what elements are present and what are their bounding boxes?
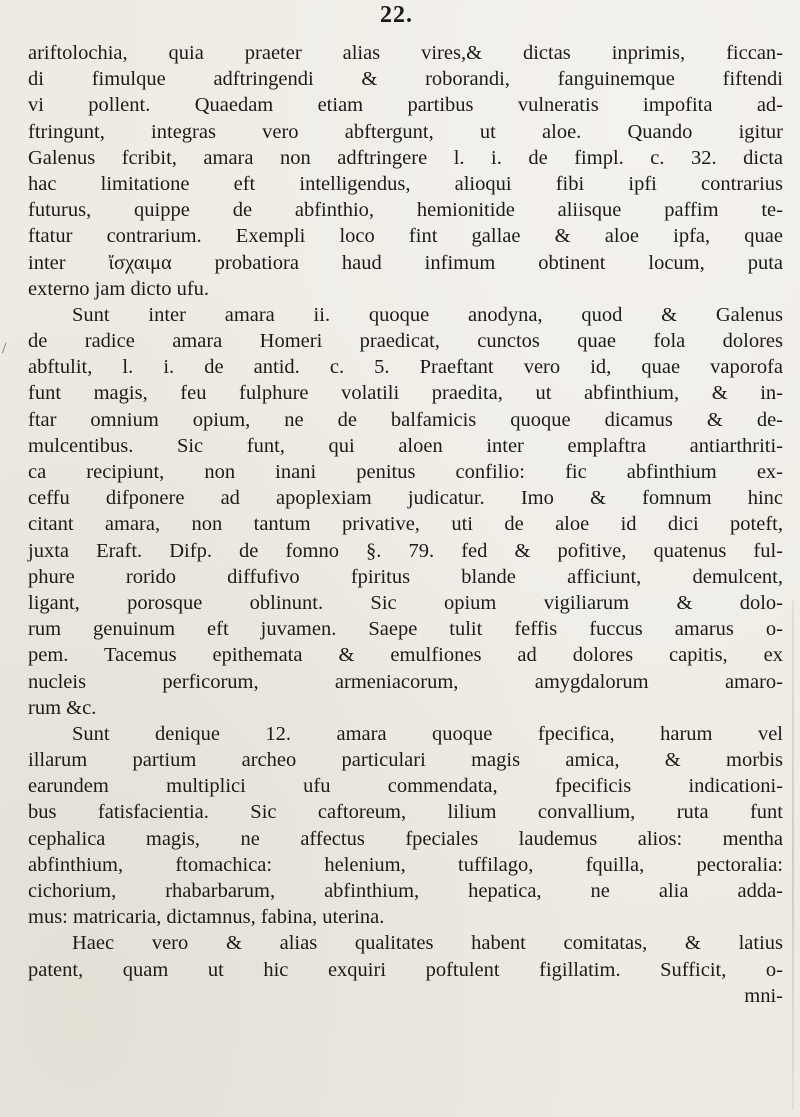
text-line: ftringunt, integras vero abftergunt, ut aloe. Quando igitur: [28, 120, 783, 143]
text-line: ceffu difponere ad apoplexiam judicatur. Imo & fomnum hinc: [28, 487, 783, 510]
page-edge-shadow: [792, 600, 794, 1110]
text-line: hac limitatione eft intelligendus, alioqui fibi ipfi contrarius: [28, 172, 783, 195]
text-line: cephalica magis, ne affectus fpeciales laudemus alios: mentha: [28, 827, 783, 850]
text-line: ftar omnium opium, ne de balfamicis quoque dicamus & de-: [28, 408, 783, 431]
text-line: Sunt denique 12. amara quoque fpecifica, harum vel: [72, 722, 783, 745]
text-line: funt magis, feu fulphure volatili praedita, ut abfinthium, & in-: [28, 382, 783, 405]
text-line: ca recipiunt, non inani penitus confilio: fic abfinthium ex-: [28, 461, 783, 483]
text-line: ftatur contrarium. Exempli loco fint gallae & aloe ipfa, quae: [28, 225, 783, 248]
text-line: Sunt inter amara ii. quoque anodyna, quod & Galenus: [72, 303, 783, 326]
text-line: illarum partium archeo particulari magis amica, & morbis: [28, 749, 783, 772]
text-line: abfinthium, ftomachica: helenium, tuffilago, fquilla, pectoralia:: [28, 853, 783, 876]
margin-mark: /: [2, 340, 7, 357]
text-line: rum genuinum eft juvamen. Saepe tulit feffis fuccus amarus o-: [28, 618, 783, 641]
text-line: mulcentibus. Sic funt, qui aloen inter emplaftra antiarthriti-: [28, 434, 783, 457]
text-line: vi pollent. Quaedam etiam partibus vulneratis impofita ad-: [28, 94, 783, 117]
text-line: citant amara, non tantum privative, uti de aloe id dici poteft,: [28, 513, 783, 536]
text-line: Galenus fcribit, amara non adftringere l. i. de fimpl. c. 32. dicta: [28, 146, 783, 169]
text-line: inter ἴσχαιμα probatiora haud infimum obtinent locum, puta: [28, 251, 783, 274]
text-line: juxta Eraft. Difp. de fomno §. 79. fed & pofitive, quatenus ful-: [28, 539, 783, 562]
page-number: 22.: [380, 2, 413, 28]
text-line: nucleis perficorum, armeniacorum, amygdalorum amaro-: [28, 670, 783, 693]
body-text: [28, 40, 783, 1009]
text-line: bus fatisfacientia. Sic caftoreum, lilium convallium, ruta funt: [28, 801, 783, 824]
text-line: ariftolochia, quia praeter alias vires,& dictas inprimis, ficcan-: [28, 42, 783, 64]
text-line: de radice amara Homeri praedicat, cunctos quae fola dolores: [28, 330, 783, 353]
text-line: cichorium, rhabarbarum, abfinthium, hepatica, ne alia adda-: [28, 880, 783, 902]
text-line: pem. Tacemus epithemata & emulfiones ad dolores capitis, ex: [28, 644, 783, 667]
text-line: earundem multiplici ufu commendata, fpecificis indicationi-: [28, 775, 783, 798]
text-line: externo jam dicto ufu.: [28, 277, 210, 300]
catchword: mni-: [744, 984, 783, 1007]
text-line: mus: matricaria, dictamnus, fabina, uterina.: [28, 906, 385, 929]
text-line: ligant, porosque oblinunt. Sic opium vigiliarum & dolo-: [28, 591, 783, 614]
text-line: di fimulque adftringendi & roborandi, fanguinemque fiftendi: [28, 68, 783, 91]
text-line: rum &c.: [28, 696, 97, 719]
text-line: futurus, quippe de abfinthio, hemionitide aliisque paffim te-: [28, 199, 783, 222]
text-line: patent, quam ut hic exquiri poftulent figillatim. Sufficit, o-: [28, 958, 783, 981]
text-line: phure rorido diffufivo fpiritus blande afficiunt, demulcent,: [28, 565, 783, 588]
text-line: abftulit, l. i. de antid. c. 5. Praeftant vero id, quae vaporofa: [28, 356, 783, 379]
text-line: Haec vero & alias qualitates habent comitatas, & latius: [72, 932, 783, 955]
